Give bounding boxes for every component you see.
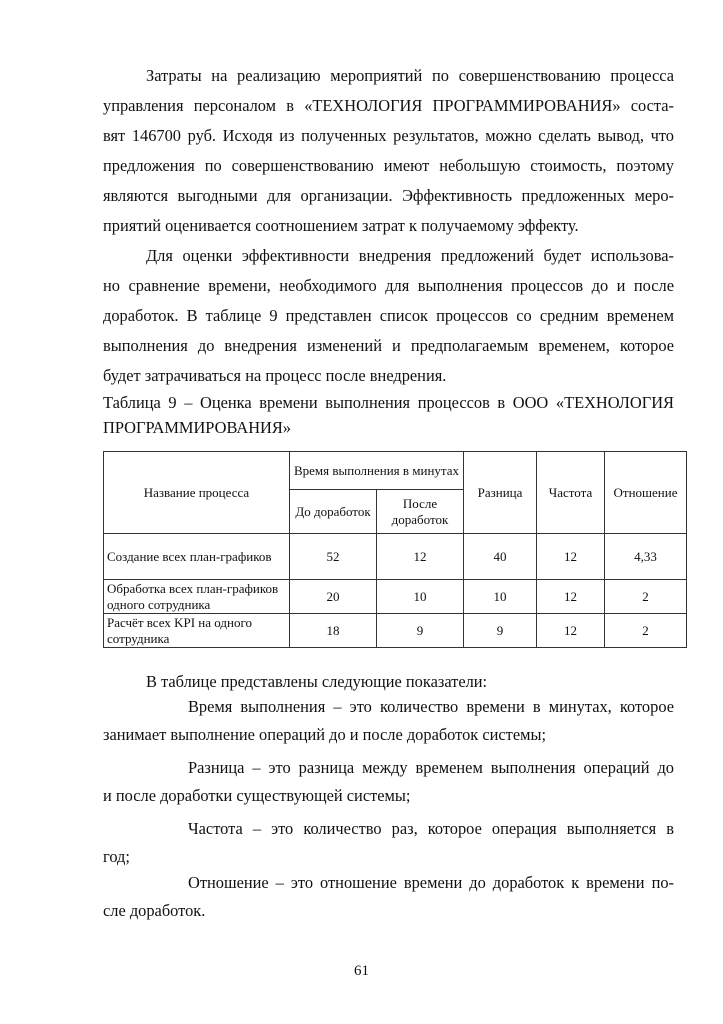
cell-freq: 12 xyxy=(537,580,605,614)
paragraph-line: являются выгодными для организации. Эффективность предложенных меро- xyxy=(103,186,674,205)
definition-line: сле доработок. xyxy=(103,901,206,920)
header-diff: Разница xyxy=(464,452,537,534)
cell-after: 10 xyxy=(377,580,464,614)
table-row xyxy=(104,580,687,614)
indicators-intro: В таблице представлены следующие показатели: xyxy=(146,672,488,691)
cell-freq: 12 xyxy=(537,614,605,648)
paragraph-line: Затраты на реализацию мероприятий по совершенствованию процесса xyxy=(146,66,674,85)
paragraph-line: выполнения до внедрения изменений и предполагаемым временем, которое xyxy=(103,336,674,355)
cell-before: 52 xyxy=(290,534,377,580)
page-number: 61 xyxy=(354,963,369,979)
cell-after: 9 xyxy=(377,614,464,648)
definition-line: и после доработки существующей системы; xyxy=(103,786,411,805)
paragraph-line: доработок. В таблице 9 представлен список процессов со средним временем xyxy=(103,306,674,325)
cell-ratio: 4,33 xyxy=(605,534,687,580)
definition-line: Отношение – это отношение времени до доработок к времени по- xyxy=(188,873,674,892)
cell-diff: 40 xyxy=(464,534,537,580)
cell-diff: 9 xyxy=(464,614,537,648)
cell-diff: 10 xyxy=(464,580,537,614)
paragraph-line: вят 146700 руб. Исходя из полученных результатов, можно сделать вывод, что xyxy=(103,126,674,145)
header-name: Название процесса xyxy=(104,452,290,534)
paragraph-line: но сравнение времени, необходимого для выполнения процессов до и после xyxy=(103,276,674,295)
cell-before: 18 xyxy=(290,614,377,648)
table-caption: Таблица 9 – Оценка времени выполнения процессов в ООО «ТЕХНОЛОГИЯ xyxy=(103,393,674,412)
paragraph-line: управления персоналом в «ТЕХНОЛОГИЯ ПРОГРАММИРОВАНИЯ» соста- xyxy=(103,96,674,115)
cell-ratio: 2 xyxy=(605,614,687,648)
header-time-group: Время выполнения в минутах xyxy=(290,452,464,490)
cell-name: Расчёт всех KPI на одного сотрудника xyxy=(104,614,290,648)
process-time-table xyxy=(103,451,687,648)
definition-line: Частота – это количество раз, которое операция выполняется в xyxy=(188,819,674,838)
paragraph-line: Для оценки эффективности внедрения предложений будет использова- xyxy=(146,246,674,265)
definition-line: Разница – это разница между временем выполнения операций до xyxy=(188,758,674,777)
header-ratio: Отношение xyxy=(605,452,687,534)
definition-line: год; xyxy=(103,847,130,866)
cell-name: Создание всех план-графиков xyxy=(104,534,290,580)
cell-name: Обработка всех план-графиков одного сотрудника xyxy=(104,580,290,614)
table-row xyxy=(104,614,687,648)
cell-freq: 12 xyxy=(537,534,605,580)
table-caption: ПРОГРАММИРОВАНИЯ» xyxy=(103,418,291,437)
cell-before: 20 xyxy=(290,580,377,614)
header-before: До доработок xyxy=(290,490,377,534)
paragraph-line: приятий оценивается соотношением затрат к получаемому эффекту. xyxy=(103,216,579,235)
cell-ratio: 2 xyxy=(605,580,687,614)
definition-line: Время выполнения – это количество времени в минутах, которое xyxy=(188,697,674,716)
definition-line: занимает выполнение операций до и после доработок системы; xyxy=(103,725,547,744)
table-row xyxy=(104,534,687,580)
header-freq: Частота xyxy=(537,452,605,534)
cell-after: 12 xyxy=(377,534,464,580)
paragraph-line: будет затрачиваться на процесс после внедрения. xyxy=(103,366,447,385)
header-after: После доработок xyxy=(377,490,464,534)
paragraph-line: предложения по совершенствованию имеют небольшую стоимость, поэтому xyxy=(103,156,674,175)
